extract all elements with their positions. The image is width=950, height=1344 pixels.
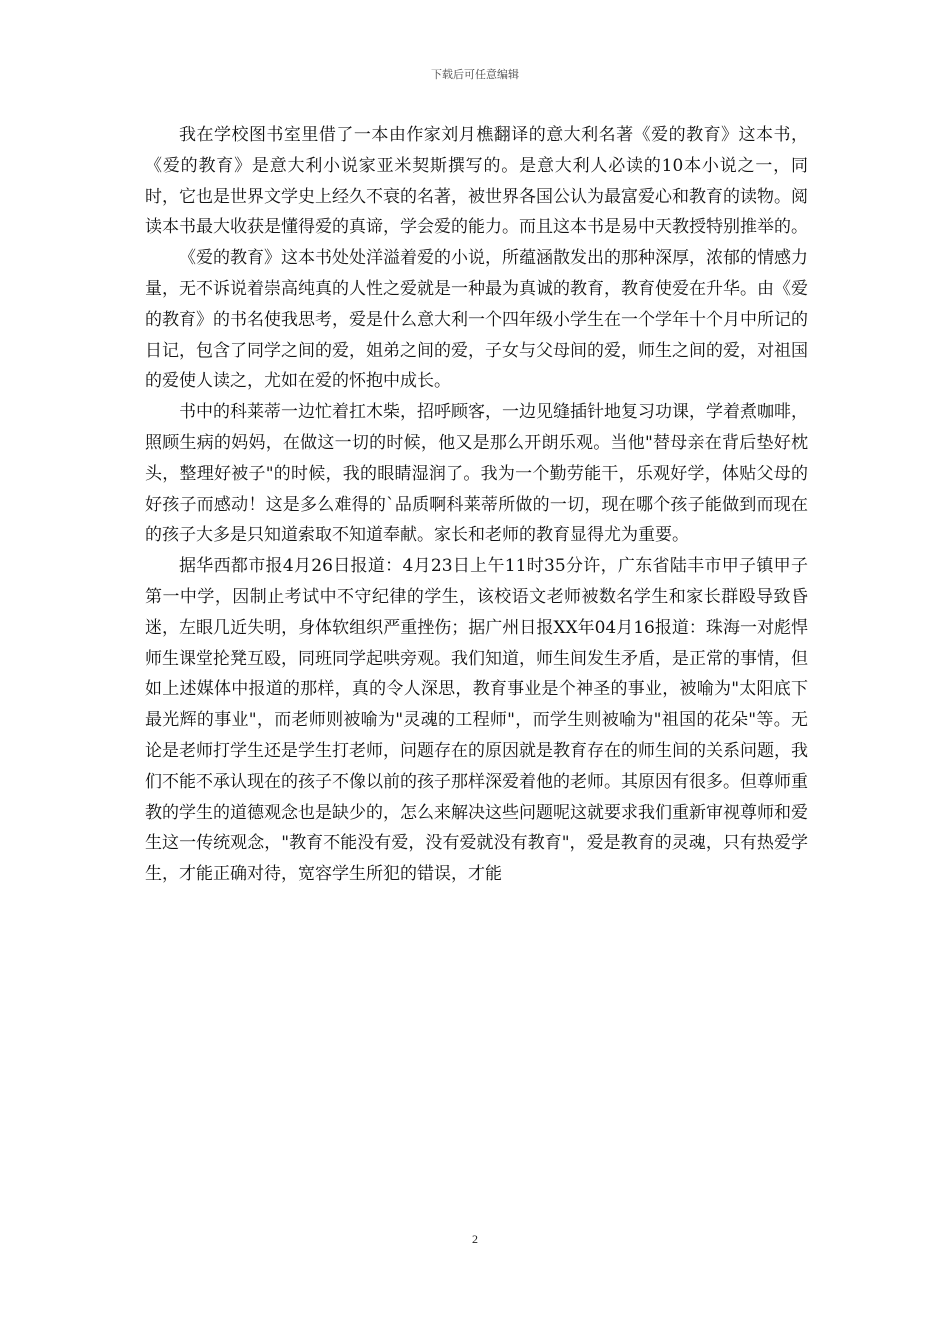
- paragraph: 书中的科莱蒂一边忙着扛木柴，招呼顾客，一边见缝插针地复习功课，学着煮咖啡，照顾生病的妈妈，在做这一切的时候，他又是那么开朗乐观。当他"替母亲在背后垫好枕头，整理好被子"的时候，我的眼睛湿润了。我为一个勤劳能干，乐观好学，体贴父母的好孩子而感动！这是多么难得的`品质啊科莱蒂所做的一切，现在哪个孩子能做到而现在的孩子大多是只知道索取不知道奉献。家长和老师的教育显得尤为重要。: [145, 402, 808, 546]
- paragraph: 我在学校图书室里借了一本由作家刘月樵翻译的意大利名著《爱的教育》这本书，《爱的教育》是意大利小说家亚米契斯撰写的。是意大利人必读的10本小说之一，同时，它也是世界文学史上经久不衰的名著，被世界各国公认为最富爱心和教育的读物。阅读本书最大收获是懂得爱的真谛，学会爱的能力。而且这本书是易中天教授特别推举的。: [145, 125, 808, 238]
- page-header: 下载后可任意编辑: [431, 68, 519, 81]
- paragraph: 《爱的教育》这本书处处洋溢着爱的小说，所蕴涵散发出的那种深厚，浓郁的情感力量，无不诉说着崇高纯真的人性之爱就是一种最为真诚的教育，教育使爱在升华。由《爱的教育》的书名使我思考，爱是什么意大利一个四年级小学生在一个学年十个月中所记的日记，包含了同学之间的爱，姐弟之间的爱，子女与父母间的爱，师生之间的爱，对祖国的爱使人读之，尤如在爱的怀抱中成长。: [145, 248, 808, 392]
- paragraph: 据华西都市报4月26日报道：4月23日上午11时35分许，广东省陆丰市甲子镇甲子第一中学，因制止考试中不守纪律的学生，该校语文老师被数名学生和家长群殴导致昏迷，左眼几近失明，身体软组织严重挫伤；据广州日报XX年04月16报道：珠海一对彪悍师生课堂抡凳互殴，同班同学起哄旁观。我们知道，师生间发生矛盾，是正常的事情，但如上述媒体中报道的那样，真的令人深思，教育事业是个神圣的事业，被喻为"太阳底下最光辉的事业"，而老师则被喻为"灵魂的工程师"，而学生则被喻为"祖国的花朵"等。无论是老师打学生还是学生打老师，问题存在的原因就是教育存在的师生间的关系问题，我们不能不承认现在的孩子不像以前的孩子那样深爱着他的老师。其原因有很多。但尊师重教的学生的道德观念也是缺少的，怎么来解决这些问题呢这就要求我们重新审视尊师和爱生这一传统观念，"教育不能没有爱，没有爱就没有教育"，爱是教育的灵魂，只有热爱学生，才能正确对待，宽容学生所犯的错误，才能: [145, 556, 808, 885]
- document-body: [145, 120, 808, 890]
- page-number: 2: [472, 1232, 478, 1246]
